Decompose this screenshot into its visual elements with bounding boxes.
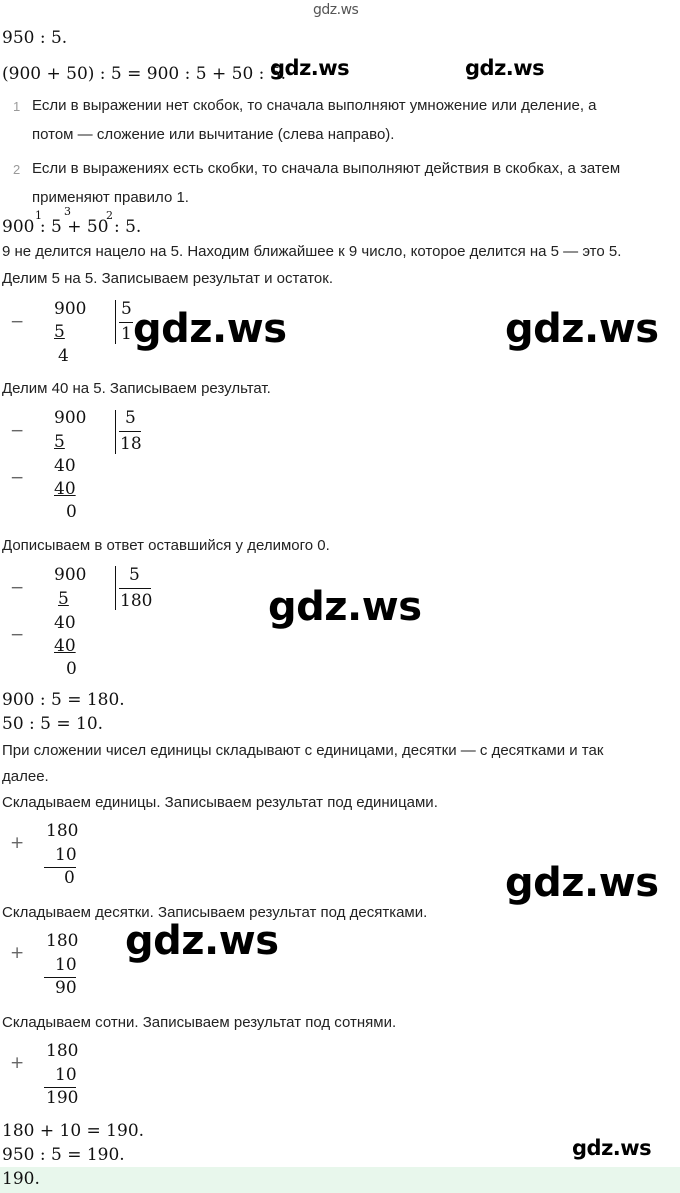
watermark: gdz.ws [505, 306, 659, 352]
step-text: далее. [2, 768, 49, 785]
addend: 180 [46, 931, 79, 951]
rule-text: Если в выражении нет скобок, то сначала выполняют умножение или деление, а [32, 97, 597, 114]
divisor: 5 [129, 565, 140, 585]
addend: 10 [55, 955, 77, 975]
watermark: gdz.ws [125, 918, 279, 964]
partial-dividend: 40 [54, 456, 76, 476]
rule-text: Если в выражениях есть скобки, то сначала выполняют действия в скобках, а затем [32, 160, 621, 177]
watermark: gdz.ws [505, 860, 659, 906]
result-line: 950 : 5 = 190. [2, 1145, 125, 1165]
result-line: 900 : 5 = 180. [2, 690, 125, 710]
decomposition-expression: (900 + 50) : 5 = 900 : 5 + 50 : 5. [2, 64, 287, 84]
quotient: 180 [120, 591, 153, 611]
watermark: gdz.ws [268, 584, 422, 630]
rule-number: 1 [13, 99, 21, 114]
addend: 180 [46, 1041, 79, 1061]
final-answer: 190. [2, 1169, 40, 1189]
minus-sign: − [10, 421, 25, 441]
subtrahend: 5 [58, 589, 69, 609]
step-text: Складываем единицы. Записываем результат под единицами. [2, 794, 438, 811]
quotient: 1 [121, 324, 132, 344]
subtrahend: 5 [54, 432, 65, 452]
dividend: 900 [54, 408, 87, 428]
order-number: 3 [64, 205, 71, 218]
answer-highlight [0, 1167, 680, 1193]
order-number: 2 [106, 209, 113, 222]
minus-sign: − [10, 578, 25, 598]
plus-sign: + [10, 1053, 25, 1073]
step-text: 9 не делится нацело на 5. Находим ближайшее к 9 число, которое делится на 5 — это 5. [2, 243, 622, 260]
divisor: 5 [121, 299, 132, 319]
addend: 10 [55, 845, 77, 865]
partial-dividend: 40 [54, 613, 76, 633]
watermark: gdz.ws [270, 56, 350, 80]
dividend: 900 [54, 299, 87, 319]
step-text: При сложении чисел единицы складывают с единицами, десятки — с десятками и так [2, 742, 604, 759]
remainder: 0 [66, 502, 77, 522]
plus-sign: + [10, 833, 25, 853]
sum: 90 [55, 978, 77, 998]
plus-sign: + [10, 943, 25, 963]
watermark: gdz.ws [572, 1136, 652, 1160]
remainder: 4 [58, 346, 69, 366]
remainder: 0 [66, 659, 77, 679]
order-number: 1 [35, 209, 42, 222]
subtrahend: 40 [54, 479, 76, 499]
order-expression: 900 : 5 + 50 : 5. [2, 217, 142, 237]
result-line: 180 + 10 = 190. [2, 1121, 145, 1141]
step-text: Делим 5 на 5. Записываем результат и остаток. [2, 270, 334, 287]
step-text: Делим 40 на 5. Записываем результат. [2, 380, 271, 397]
minus-sign: − [10, 625, 25, 645]
step-text: Складываем сотни. Записываем результат под сотнями. [2, 1014, 397, 1031]
step-text: Складываем десятки. Записываем результат под десятками. [2, 904, 428, 921]
sum: 190 [46, 1088, 79, 1108]
result-line: 50 : 5 = 10. [2, 714, 104, 734]
watermark: gdz.ws [465, 56, 545, 80]
rule-number: 2 [13, 162, 21, 177]
minus-sign: − [10, 312, 25, 332]
addend: 10 [55, 1065, 77, 1085]
subtrahend: 40 [54, 636, 76, 656]
watermark: gdz.ws [133, 306, 287, 352]
step-text: Дописываем в ответ оставшийся у делимого 0. [2, 537, 330, 554]
header-expression: 950 : 5. [2, 28, 68, 48]
dividend: 900 [54, 565, 87, 585]
rule-text: применяют правило 1. [32, 189, 189, 206]
quotient: 18 [120, 434, 142, 454]
watermark-top: gdz.ws [313, 2, 359, 18]
addend: 180 [46, 821, 79, 841]
divisor: 5 [125, 408, 136, 428]
subtrahend: 5 [54, 322, 65, 342]
sum: 0 [64, 868, 75, 888]
minus-sign: − [10, 468, 25, 488]
rule-text: потом — сложение или вычитание (слева направо). [32, 126, 395, 143]
